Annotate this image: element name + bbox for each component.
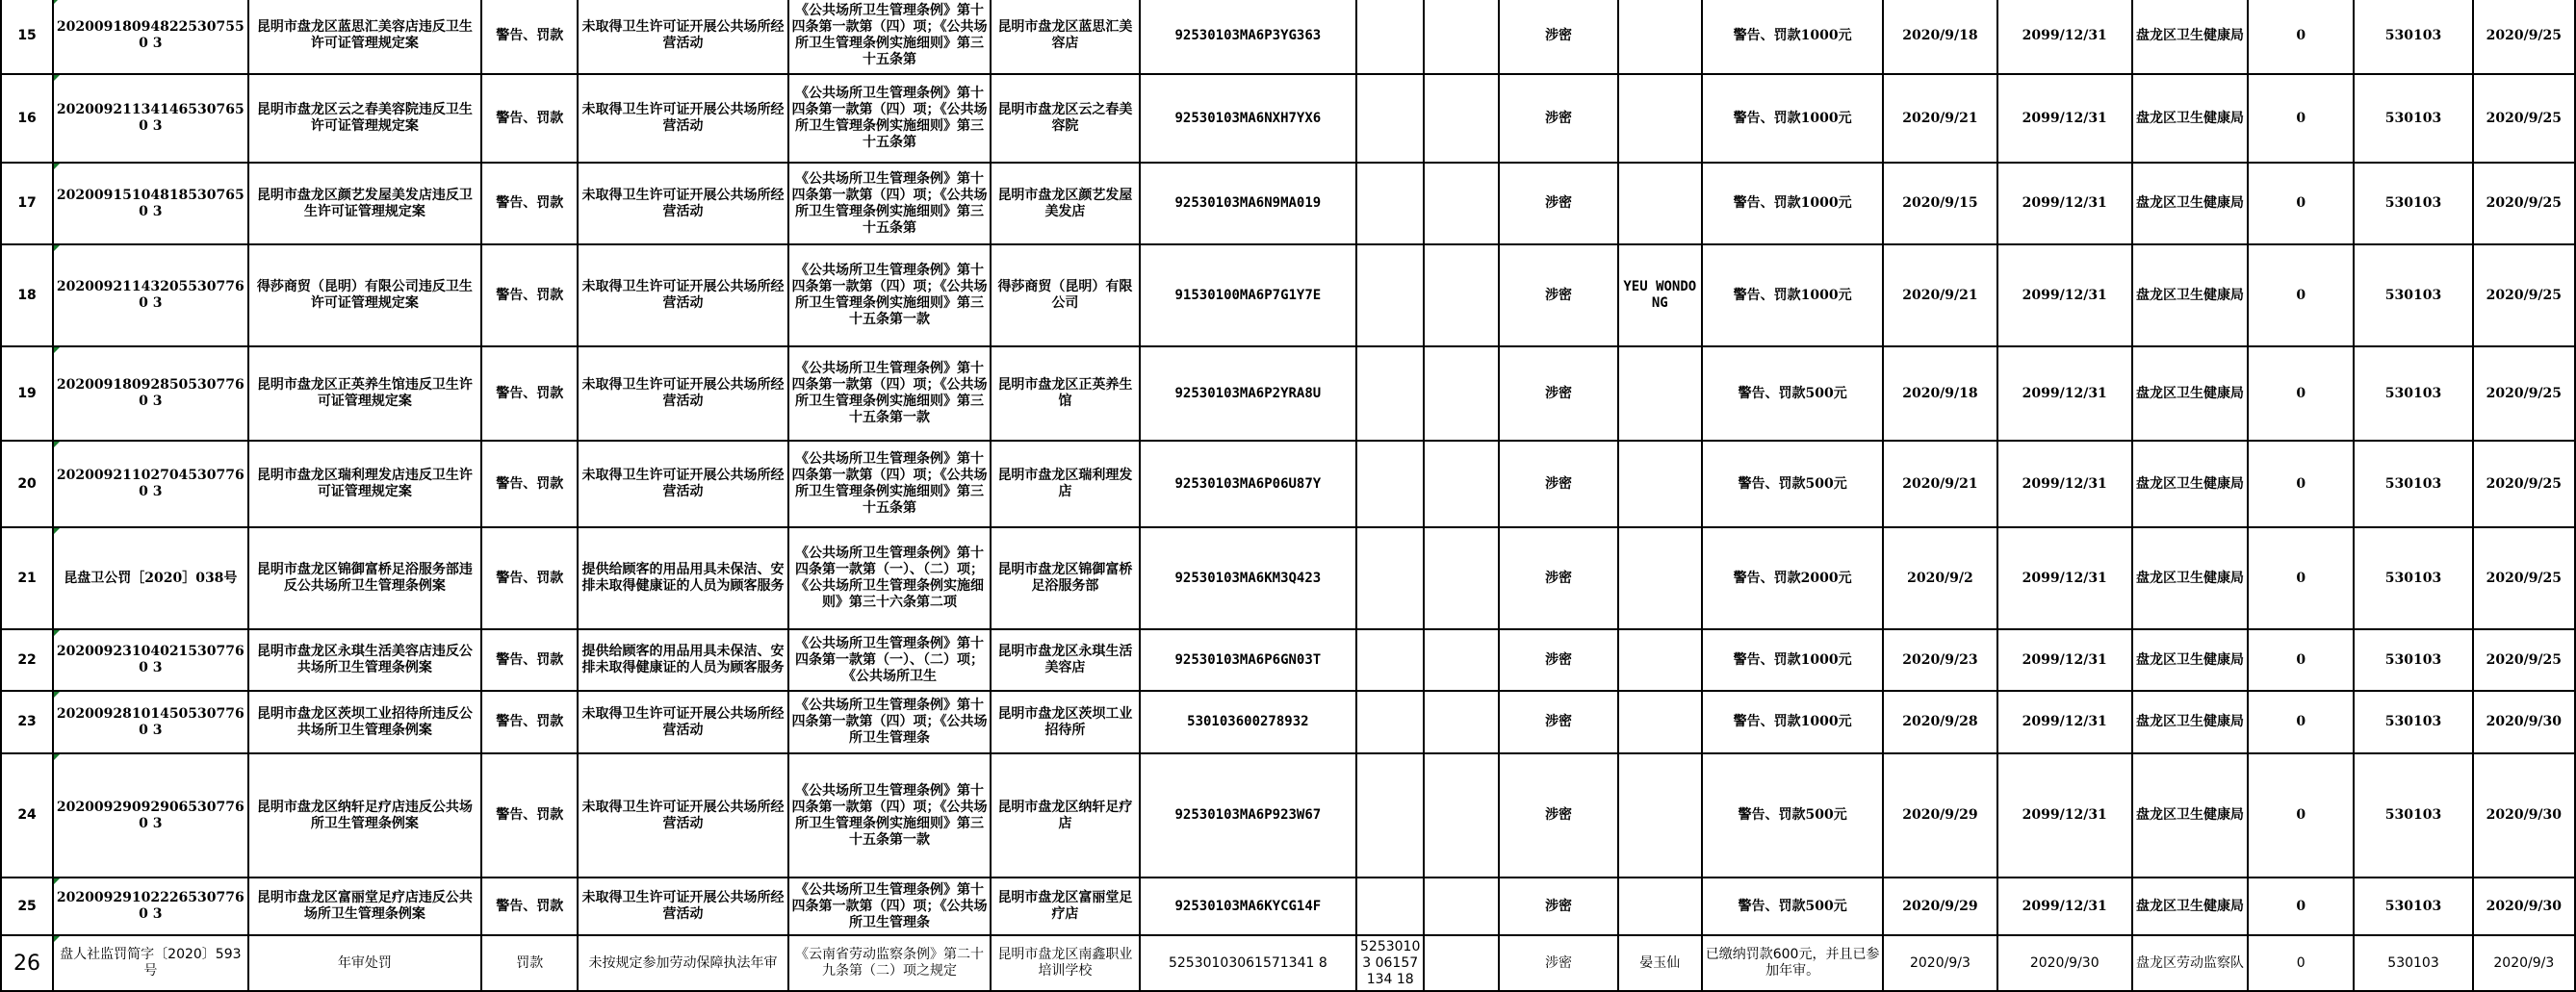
legal-representative[interactable] <box>1618 346 1702 441</box>
update-date[interactable]: 2020/9/25 <box>2473 346 2575 441</box>
status-cell[interactable]: 0 <box>2248 244 2354 346</box>
legal-representative[interactable] <box>1618 691 1702 753</box>
party-name[interactable]: 昆明市盘龙区纳轩足疗店 <box>991 753 1139 878</box>
status-cell[interactable]: 0 <box>2248 441 2354 527</box>
issuing-agency[interactable]: 盘龙区卫生健康局 <box>2132 441 2248 527</box>
row-number[interactable]: 21 <box>1 527 53 629</box>
credit-code[interactable]: 92530103MA6N9MA019 <box>1140 163 1357 244</box>
secrecy-cell[interactable]: 涉密 <box>1499 935 1617 991</box>
credit-code[interactable]: 92530103MA6P6GN03T <box>1140 629 1357 691</box>
status-cell[interactable]: 0 <box>2248 691 2354 753</box>
table-row <box>1 629 2575 691</box>
id-cell[interactable] <box>1356 629 1424 691</box>
row-number[interactable]: 15 <box>1 0 53 74</box>
legal-basis[interactable]: 《公共场所卫生管理条例》第十四条第一款第（一）、（二）项；《公共场所卫生管理条例实施细则》第三十六条第二项 <box>788 527 991 629</box>
issuing-agency[interactable]: 盘龙区卫生健康局 <box>2132 0 2248 74</box>
party-name[interactable]: 昆明市盘龙区南鑫职业培训学校 <box>991 935 1139 991</box>
document-number[interactable]: 202009180928505307760 3 <box>53 346 247 441</box>
legal-basis[interactable]: 《公共场所卫生管理条例》第十四条第一款第（四）项；《公共场所卫生管理条 <box>788 878 991 935</box>
issuing-agency[interactable]: 盘龙区卫生健康局 <box>2132 691 2248 753</box>
valid-until[interactable]: 2099/12/31 <box>1997 691 2132 753</box>
credit-code[interactable]: 92530103MA6P3YG363 <box>1140 0 1357 74</box>
case-name[interactable]: 昆明市盘龙区富丽堂足疗店违反公共场所卫生管理条例案 <box>248 878 482 935</box>
secrecy-cell[interactable]: 涉密 <box>1499 878 1617 935</box>
issuing-agency[interactable]: 盘龙区卫生健康局 <box>2132 878 2248 935</box>
decision-date[interactable]: 2020/9/2 <box>1883 527 1996 629</box>
case-name[interactable]: 昆明市盘龙区瑞利理发店违反卫生许可证管理规定案 <box>248 441 482 527</box>
document-number[interactable]: 昆盘卫公罚［2020］038号 <box>53 527 247 629</box>
update-date[interactable]: 2020/9/25 <box>2473 527 2575 629</box>
party-name[interactable]: 昆明市盘龙区永琪生活美容店 <box>991 629 1139 691</box>
document-number[interactable]: 202009211027045307760 3 <box>53 441 247 527</box>
party-name[interactable]: 昆明市盘龙区云之春美容院 <box>991 74 1139 163</box>
violation-fact[interactable]: 未取得卫生许可证开展公共场所经营活动 <box>578 74 787 163</box>
issuing-agency[interactable]: 盘龙区卫生健康局 <box>2132 629 2248 691</box>
legal-representative[interactable] <box>1618 74 1702 163</box>
status-cell[interactable]: 0 <box>2248 878 2354 935</box>
violation-fact[interactable]: 提供给顾客的用品用具未保洁、安排未取得健康证的人员为顾客服务 <box>578 527 787 629</box>
region-code[interactable]: 530103 <box>2354 74 2472 163</box>
empty-cell[interactable] <box>1424 878 1499 935</box>
party-name[interactable]: 昆明市盘龙区蓝思汇美容店 <box>991 0 1139 74</box>
document-number[interactable]: 202009290929065307760 3 <box>53 753 247 878</box>
empty-cell[interactable] <box>1424 163 1499 244</box>
legal-representative[interactable]: 晏玉仙 <box>1618 935 1702 991</box>
region-code[interactable]: 530103 <box>2354 753 2472 878</box>
legal-basis[interactable]: 《公共场所卫生管理条例》第十四条第一款第（四）项；《公共场所卫生管理条例实施细则》第三十五条第 <box>788 441 991 527</box>
empty-cell[interactable] <box>1424 441 1499 527</box>
document-number[interactable]: 202009291022265307760 3 <box>53 878 247 935</box>
credit-code[interactable]: 92530103MA6NXH7YX6 <box>1140 74 1357 163</box>
valid-until[interactable]: 2099/12/31 <box>1997 244 2132 346</box>
penalty-content[interactable]: 警告、罚款500元 <box>1702 346 1883 441</box>
legal-representative[interactable] <box>1618 878 1702 935</box>
id-cell[interactable] <box>1356 753 1424 878</box>
legal-representative[interactable] <box>1618 163 1702 244</box>
legal-basis[interactable]: 《公共场所卫生管理条例》第十四条第一款第（四）项；《公共场所卫生管理条例实施细则》第三十五条第一款 <box>788 346 991 441</box>
update-date[interactable]: 2020/9/25 <box>2473 441 2575 527</box>
decision-date[interactable]: 2020/9/15 <box>1883 163 1996 244</box>
decision-date[interactable]: 2020/9/21 <box>1883 74 1996 163</box>
table-row <box>1 753 2575 878</box>
document-number[interactable]: 盘人社监罚简字〔2020〕593号 <box>53 935 247 991</box>
status-cell[interactable]: 0 <box>2248 527 2354 629</box>
violation-fact[interactable]: 未取得卫生许可证开展公共场所经营活动 <box>578 878 787 935</box>
penalty-type[interactable]: 警告、罚款 <box>481 753 578 878</box>
status-cell[interactable]: 0 <box>2248 935 2354 991</box>
region-code[interactable]: 530103 <box>2354 441 2472 527</box>
penalty-content[interactable]: 警告、罚款1000元 <box>1702 0 1883 74</box>
region-code[interactable]: 530103 <box>2354 691 2472 753</box>
legal-representative[interactable] <box>1618 629 1702 691</box>
id-cell[interactable]: 52530103 06157134 18 <box>1356 935 1424 991</box>
table-body <box>1 0 2575 991</box>
id-cell[interactable] <box>1356 878 1424 935</box>
issuing-agency[interactable]: 盘龙区卫生健康局 <box>2132 163 2248 244</box>
credit-code[interactable]: 92530103MA6KM3Q423 <box>1140 527 1357 629</box>
row-number[interactable]: 22 <box>1 629 53 691</box>
table-row <box>1 0 2575 74</box>
empty-cell[interactable] <box>1424 691 1499 753</box>
issuing-agency[interactable]: 盘龙区卫生健康局 <box>2132 346 2248 441</box>
case-name[interactable]: 昆明市盘龙区蓝思汇美容店违反卫生许可证管理规定案 <box>248 0 482 74</box>
id-cell[interactable] <box>1356 691 1424 753</box>
legal-representative[interactable] <box>1618 0 1702 74</box>
penalty-type[interactable]: 警告、罚款 <box>481 629 578 691</box>
legal-basis[interactable]: 《公共场所卫生管理条例》第十四条第一款第（一）、（二）项；《公共场所卫生 <box>788 629 991 691</box>
violation-fact[interactable]: 未按规定参加劳动保障执法年审 <box>578 935 787 991</box>
row-number[interactable]: 18 <box>1 244 53 346</box>
decision-date[interactable]: 2020/9/18 <box>1883 0 1996 74</box>
secrecy-cell[interactable]: 涉密 <box>1499 753 1617 878</box>
penalty-content[interactable]: 警告、罚款2000元 <box>1702 527 1883 629</box>
secrecy-cell[interactable]: 涉密 <box>1499 441 1617 527</box>
penalty-content[interactable]: 警告、罚款1000元 <box>1702 691 1883 753</box>
update-date[interactable]: 2020/9/25 <box>2473 74 2575 163</box>
row-number[interactable]: 23 <box>1 691 53 753</box>
secrecy-cell[interactable]: 涉密 <box>1499 346 1617 441</box>
penalty-content[interactable]: 警告、罚款500元 <box>1702 753 1883 878</box>
status-cell[interactable]: 0 <box>2248 753 2354 878</box>
legal-basis[interactable]: 《公共场所卫生管理条例》第十四条第一款第（四）项；《公共场所卫生管理条例实施细则》第三十五条第 <box>788 0 991 74</box>
id-cell[interactable] <box>1356 441 1424 527</box>
table-row <box>1 163 2575 244</box>
decision-date[interactable]: 2020/9/28 <box>1883 691 1996 753</box>
document-number[interactable]: 202009180948225307550 3 <box>53 0 247 74</box>
valid-until[interactable]: 2099/12/31 <box>1997 527 2132 629</box>
valid-until[interactable]: 2099/12/31 <box>1997 753 2132 878</box>
region-code[interactable]: 530103 <box>2354 244 2472 346</box>
document-number[interactable]: 202009211341465307650 3 <box>53 74 247 163</box>
row-number[interactable]: 20 <box>1 441 53 527</box>
party-name[interactable]: 昆明市盘龙区富丽堂足疗店 <box>991 878 1139 935</box>
penalty-content[interactable]: 警告、罚款500元 <box>1702 878 1883 935</box>
credit-code[interactable]: 52530103061571341 8 <box>1140 935 1357 991</box>
empty-cell[interactable] <box>1424 244 1499 346</box>
penalty-content[interactable]: 警告、罚款1000元 <box>1702 163 1883 244</box>
penalty-content[interactable]: 警告、罚款1000元 <box>1702 74 1883 163</box>
decision-date[interactable]: 2020/9/21 <box>1883 244 1996 346</box>
update-date[interactable]: 2020/9/30 <box>2473 753 2575 878</box>
secrecy-cell[interactable]: 涉密 <box>1499 0 1617 74</box>
violation-fact[interactable]: 未取得卫生许可证开展公共场所经营活动 <box>578 753 787 878</box>
empty-cell[interactable] <box>1424 346 1499 441</box>
penalty-type[interactable]: 警告、罚款 <box>481 691 578 753</box>
region-code[interactable]: 530103 <box>2354 878 2472 935</box>
penalty-type[interactable]: 警告、罚款 <box>481 0 578 74</box>
party-name[interactable]: 昆明市盘龙区锦御富桥足浴服务部 <box>991 527 1139 629</box>
valid-until[interactable]: 2099/12/31 <box>1997 878 2132 935</box>
valid-until[interactable]: 2099/12/31 <box>1997 74 2132 163</box>
penalty-content[interactable]: 已缴纳罚款600元，并且已参加年审。 <box>1702 935 1883 991</box>
update-date[interactable]: 2020/9/25 <box>2473 0 2575 74</box>
secrecy-cell[interactable]: 涉密 <box>1499 691 1617 753</box>
valid-until[interactable]: 2099/12/31 <box>1997 0 2132 74</box>
id-cell[interactable] <box>1356 527 1424 629</box>
penalty-type[interactable]: 警告、罚款 <box>481 527 578 629</box>
penalty-type[interactable]: 警告、罚款 <box>481 878 578 935</box>
secrecy-cell[interactable]: 涉密 <box>1499 163 1617 244</box>
credit-code[interactable]: 530103600278932 <box>1140 691 1357 753</box>
case-name[interactable]: 昆明市盘龙区正英养生馆违反卫生许可证管理规定案 <box>248 346 482 441</box>
violation-fact[interactable]: 未取得卫生许可证开展公共场所经营活动 <box>578 346 787 441</box>
issuing-agency[interactable]: 盘龙区卫生健康局 <box>2132 74 2248 163</box>
secrecy-cell[interactable]: 涉密 <box>1499 74 1617 163</box>
credit-code[interactable]: 92530103MA6P923W67 <box>1140 753 1357 878</box>
case-name[interactable]: 得莎商贸（昆明）有限公司违反卫生许可证管理规定案 <box>248 244 482 346</box>
id-cell[interactable] <box>1356 244 1424 346</box>
issuing-agency[interactable]: 盘龙区卫生健康局 <box>2132 753 2248 878</box>
region-code[interactable]: 530103 <box>2354 346 2472 441</box>
secrecy-cell[interactable]: 涉密 <box>1499 527 1617 629</box>
legal-representative[interactable]: YEU WONDONG <box>1618 244 1702 346</box>
penalty-content[interactable]: 警告、罚款1000元 <box>1702 244 1883 346</box>
update-date[interactable]: 2020/9/25 <box>2473 163 2575 244</box>
penalty-content[interactable]: 警告、罚款1000元 <box>1702 629 1883 691</box>
issuing-agency[interactable]: 盘龙区卫生健康局 <box>2132 244 2248 346</box>
empty-cell[interactable] <box>1424 0 1499 74</box>
legal-representative[interactable] <box>1618 753 1702 878</box>
party-name[interactable]: 昆明市盘龙区瑞利理发店 <box>991 441 1139 527</box>
decision-date[interactable]: 2020/9/29 <box>1883 878 1996 935</box>
table-row <box>1 691 2575 753</box>
valid-until[interactable]: 2099/12/31 <box>1997 441 2132 527</box>
decision-date[interactable]: 2020/9/29 <box>1883 753 1996 878</box>
party-name[interactable]: 昆明市盘龙区茨坝工业招待所 <box>991 691 1139 753</box>
party-name[interactable]: 昆明市盘龙区颜艺发屋美发店 <box>991 163 1139 244</box>
region-code[interactable]: 530103 <box>2354 629 2472 691</box>
case-name[interactable]: 昆明市盘龙区茨坝工业招待所违反公共场所卫生管理条例案 <box>248 691 482 753</box>
empty-cell[interactable] <box>1424 753 1499 878</box>
penalty-type[interactable]: 警告、罚款 <box>481 244 578 346</box>
empty-cell[interactable] <box>1424 935 1499 991</box>
issuing-agency[interactable]: 盘龙区卫生健康局 <box>2132 527 2248 629</box>
legal-basis[interactable]: 《公共场所卫生管理条例》第十四条第一款第（四）项；《公共场所卫生管理条例实施细则》第三十五条第 <box>788 74 991 163</box>
id-cell[interactable] <box>1356 0 1424 74</box>
credit-code[interactable]: 92530103MA6P06U87Y <box>1140 441 1357 527</box>
region-code[interactable]: 530103 <box>2354 935 2472 991</box>
credit-code[interactable]: 92530103MA6P2YRA8U <box>1140 346 1357 441</box>
update-date[interactable]: 2020/9/3 <box>2473 935 2575 991</box>
valid-until[interactable]: 2099/12/31 <box>1997 346 2132 441</box>
case-name[interactable]: 昆明市盘龙区锦御富桥足浴服务部违反公共场所卫生管理条例案 <box>248 527 482 629</box>
region-code[interactable]: 530103 <box>2354 0 2472 74</box>
legal-basis[interactable]: 《公共场所卫生管理条例》第十四条第一款第（四）项；《公共场所卫生管理条例实施细则》第三十五条第一款 <box>788 244 991 346</box>
decision-date[interactable]: 2020/9/21 <box>1883 441 1996 527</box>
decision-date[interactable]: 2020/9/18 <box>1883 346 1996 441</box>
legal-representative[interactable] <box>1618 441 1702 527</box>
penalty-type[interactable]: 警告、罚款 <box>481 346 578 441</box>
empty-cell[interactable] <box>1424 629 1499 691</box>
id-cell[interactable] <box>1356 163 1424 244</box>
table-row <box>1 244 2575 346</box>
violation-fact[interactable]: 未取得卫生许可证开展公共场所经营活动 <box>578 0 787 74</box>
table-row <box>1 346 2575 441</box>
status-cell[interactable]: 0 <box>2248 346 2354 441</box>
penalty-type[interactable]: 警告、罚款 <box>481 74 578 163</box>
penalty-type[interactable]: 罚款 <box>481 935 578 991</box>
row-number[interactable]: 16 <box>1 74 53 163</box>
empty-cell[interactable] <box>1424 74 1499 163</box>
violation-fact[interactable]: 未取得卫生许可证开展公共场所经营活动 <box>578 244 787 346</box>
status-cell[interactable]: 0 <box>2248 0 2354 74</box>
row-number[interactable]: 17 <box>1 163 53 244</box>
valid-until[interactable]: 2099/12/31 <box>1997 629 2132 691</box>
case-name[interactable]: 昆明市盘龙区纳轩足疗店违反公共场所卫生管理条例案 <box>248 753 482 878</box>
issuing-agency[interactable]: 盘龙区劳动监察队 <box>2132 935 2248 991</box>
violation-fact[interactable]: 未取得卫生许可证开展公共场所经营活动 <box>578 163 787 244</box>
case-name[interactable]: 年审处罚 <box>248 935 482 991</box>
row-number[interactable]: 25 <box>1 878 53 935</box>
violation-fact[interactable]: 未取得卫生许可证开展公共场所经营活动 <box>578 691 787 753</box>
update-date[interactable]: 2020/9/25 <box>2473 244 2575 346</box>
table-row <box>1 74 2575 163</box>
update-date[interactable]: 2020/9/30 <box>2473 691 2575 753</box>
credit-code[interactable]: 92530103MA6KYCG14F <box>1140 878 1357 935</box>
legal-basis[interactable]: 《公共场所卫生管理条例》第十四条第一款第（四）项；《公共场所卫生管理条例实施细则》第三十五条第 <box>788 163 991 244</box>
credit-code[interactable]: 91530100MA6P7G1Y7E <box>1140 244 1357 346</box>
penalty-content[interactable]: 警告、罚款500元 <box>1702 441 1883 527</box>
party-name[interactable]: 昆明市盘龙区正英养生馆 <box>991 346 1139 441</box>
table-row <box>1 441 2575 527</box>
row-number[interactable]: 19 <box>1 346 53 441</box>
case-name[interactable]: 昆明市盘龙区云之春美容院违反卫生许可证管理规定案 <box>248 74 482 163</box>
case-name[interactable]: 昆明市盘龙区颜艺发屋美发店违反卫生许可证管理规定案 <box>248 163 482 244</box>
decision-date[interactable]: 2020/9/23 <box>1883 629 1996 691</box>
legal-basis[interactable]: 《公共场所卫生管理条例》第十四条第一款第（四）项；《公共场所卫生管理条例实施细则》第三十五条第一款 <box>788 753 991 878</box>
region-code[interactable]: 530103 <box>2354 163 2472 244</box>
legal-representative[interactable] <box>1618 527 1702 629</box>
update-date[interactable]: 2020/9/30 <box>2473 878 2575 935</box>
party-name[interactable]: 得莎商贸（昆明）有限公司 <box>991 244 1139 346</box>
table-row <box>1 878 2575 935</box>
secrecy-cell[interactable]: 涉密 <box>1499 629 1617 691</box>
status-cell[interactable]: 0 <box>2248 163 2354 244</box>
penalty-type[interactable]: 警告、罚款 <box>481 163 578 244</box>
id-cell[interactable] <box>1356 346 1424 441</box>
status-cell[interactable]: 0 <box>2248 74 2354 163</box>
document-number[interactable]: 202009231040215307760 3 <box>53 629 247 691</box>
row-number[interactable]: 24 <box>1 753 53 878</box>
penalty-type[interactable]: 警告、罚款 <box>481 441 578 527</box>
decision-date[interactable]: 2020/9/3 <box>1883 935 1996 991</box>
document-number[interactable]: 202009151048185307650 3 <box>53 163 247 244</box>
empty-cell[interactable] <box>1424 527 1499 629</box>
table-row <box>1 935 2575 991</box>
case-name[interactable]: 昆明市盘龙区永琪生活美容店违反公共场所卫生管理条例案 <box>248 629 482 691</box>
row-number[interactable]: 26 <box>1 935 53 991</box>
update-date[interactable]: 2020/9/25 <box>2473 629 2575 691</box>
valid-until[interactable]: 2099/12/31 <box>1997 163 2132 244</box>
secrecy-cell[interactable]: 涉密 <box>1499 244 1617 346</box>
violation-fact[interactable]: 未取得卫生许可证开展公共场所经营活动 <box>578 441 787 527</box>
legal-basis[interactable]: 《公共场所卫生管理条例》第十四条第一款第（四）项；《公共场所卫生管理条 <box>788 691 991 753</box>
region-code[interactable]: 530103 <box>2354 527 2472 629</box>
status-cell[interactable]: 0 <box>2248 629 2354 691</box>
legal-basis[interactable]: 《云南省劳动监察条例》第二十九条第（二）项之规定 <box>788 935 991 991</box>
table-row <box>1 527 2575 629</box>
id-cell[interactable] <box>1356 74 1424 163</box>
document-number[interactable]: 202009281014505307760 3 <box>53 691 247 753</box>
valid-until[interactable]: 2020/9/30 <box>1997 935 2132 991</box>
document-number[interactable]: 202009211432055307760 3 <box>53 244 247 346</box>
violation-fact[interactable]: 提供给顾客的用品用具未保洁、安排未取得健康证的人员为顾客服务 <box>578 629 787 691</box>
